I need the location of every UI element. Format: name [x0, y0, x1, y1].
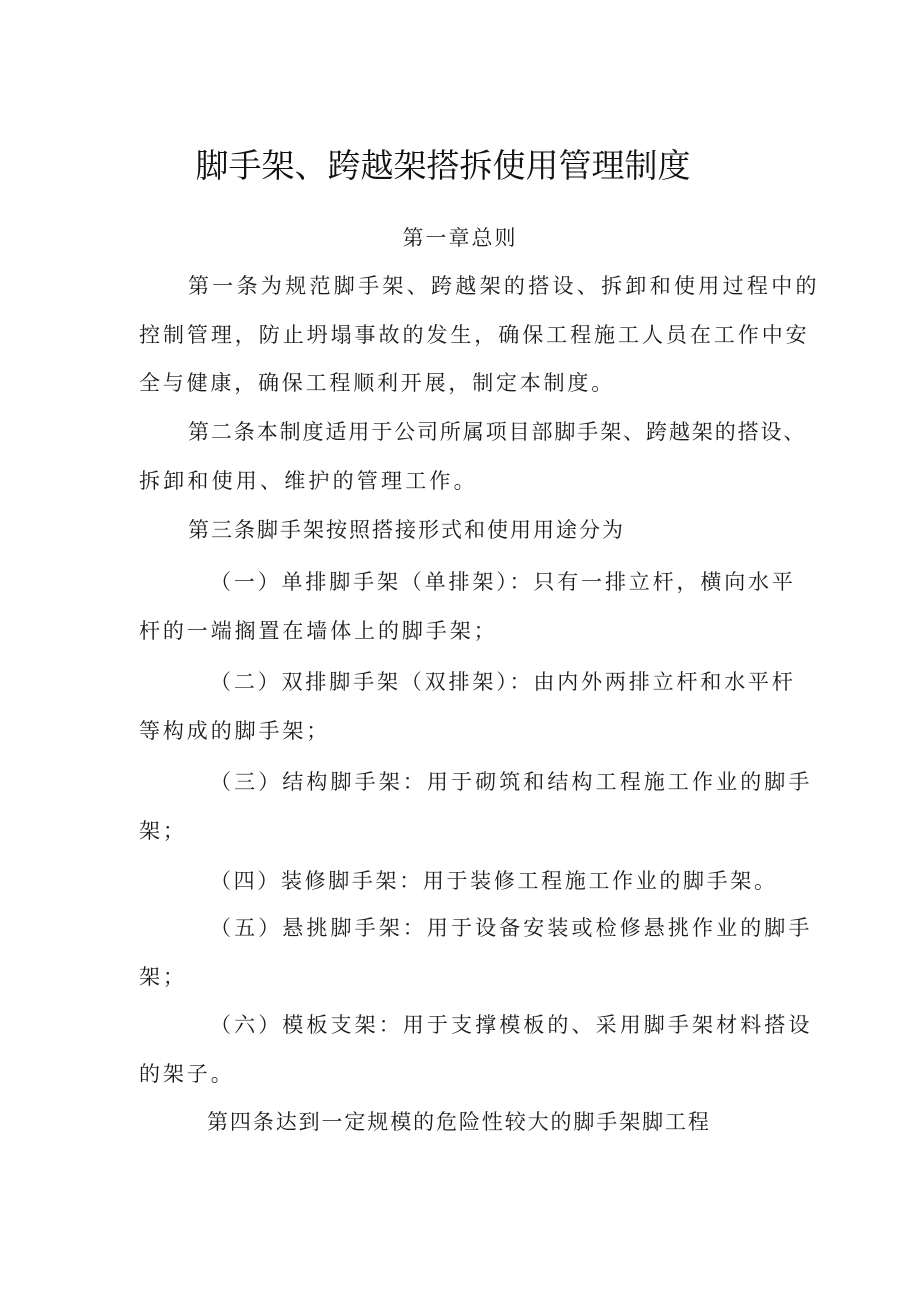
text-line: （二）双排脚手架（双排架）：由内外两排立杆和水平杆	[210, 670, 796, 694]
text-line: （三）结构脚手架：用于砌筑和结构工程施工作业的脚手	[210, 770, 813, 794]
text-line: 架；	[139, 965, 187, 989]
text-line: 第一条为规范脚手架、跨越架的搭设、拆卸和使用过程中的	[188, 274, 820, 298]
text-line: 第二条本制度适用于公司所属项目部脚手架、跨越架的搭设、	[188, 420, 807, 444]
text-line: （四）装修脚手架：用于装修工程施工作业的脚手架。	[210, 869, 778, 893]
text-line: 第四条达到一定规模的危险性较大的脚手架脚工程	[207, 1110, 711, 1134]
text-line: 等构成的脚手架；	[139, 719, 331, 743]
text-line: 拆卸和使用、维护的管理工作。	[139, 469, 478, 493]
text-line: 全与健康，确保工程顺利开展，制定本制度。	[139, 371, 615, 395]
text-line: 的架子。	[139, 1062, 235, 1086]
text-line: （六）模板支架：用于支撑模板的、采用脚手架材料搭设	[210, 1013, 813, 1037]
text-line: （一）单排脚手架（单排架）：只有一排立杆，横向水平	[210, 570, 796, 594]
chapter-heading: 第一章总则	[402, 226, 518, 250]
text-line: 第三条脚手架按照搭接形式和使用用途分为	[188, 518, 625, 542]
text-line: 架；	[139, 819, 187, 843]
document-title: 脚手架、跨越架搭拆使用管理制度	[195, 146, 691, 185]
text-line: 杆的一端搁置在墙体上的脚手架；	[139, 619, 498, 643]
text-line: （五）悬挑脚手架：用于设备安装或检修悬挑作业的脚手	[210, 916, 813, 940]
text-line: 控制管理，防止坍塌事故的发生，确保工程施工人员在工作中安	[139, 323, 810, 347]
